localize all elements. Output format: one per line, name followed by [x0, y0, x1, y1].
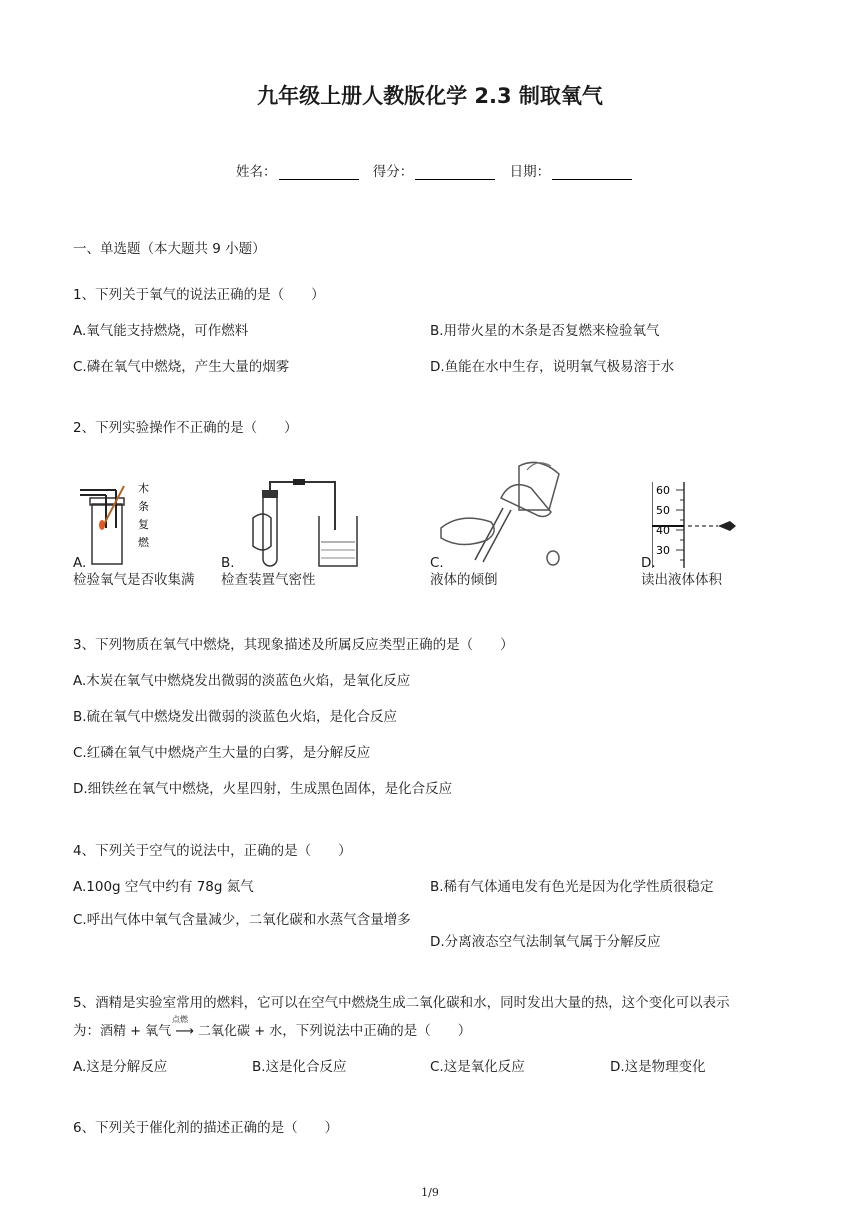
- section-header: 一、单选题（本大题共 9 小题）: [73, 241, 266, 257]
- q2-d-tick-50: 50: [656, 504, 670, 517]
- q1-option-d: D.鱼能在水中生存，说明氧气极易溶于水: [430, 359, 675, 375]
- q6-stem: 6、下列关于催化剂的描述正确的是（ ）: [73, 1120, 339, 1136]
- page-number: 1/9: [421, 1186, 439, 1199]
- q2-image-a: [80, 478, 160, 570]
- q3-option-a: A.木炭在氧气中燃烧发出微弱的淡蓝色火焰，是氧化反应: [73, 673, 411, 689]
- q3-option-b: B.硫在氧气中燃烧发出微弱的淡蓝色火焰，是化合反应: [73, 709, 398, 725]
- score-blank[interactable]: [415, 165, 495, 180]
- q2-image-c: [435, 458, 575, 570]
- q4-option-a: A.100g 空气中约有 78g 氮气: [73, 879, 254, 895]
- info-line: [236, 160, 632, 180]
- q2-caption-c: 液体的倾倒: [430, 572, 498, 588]
- name-label: 姓名：: [236, 164, 277, 180]
- q4-option-b: B.稀有气体通电发有色光是因为化学性质很稳定: [430, 879, 714, 895]
- q2-image-b: [243, 478, 368, 570]
- q3-option-c: C.红磷在氧气中燃烧产生大量的白雾，是分解反应: [73, 745, 371, 761]
- q2-letter-a: A.: [73, 555, 87, 571]
- date-blank[interactable]: [552, 165, 632, 180]
- q2-letter-c: C.: [430, 555, 444, 571]
- q2-image-d: [652, 480, 742, 570]
- q4-option-d: D.分离液态空气法制氧气属于分解反应: [430, 934, 661, 950]
- q1-option-a: A.氧气能支持燃烧，可作燃料: [73, 323, 249, 339]
- q5-condition: 点燃: [172, 1015, 188, 1024]
- q2-a-text-2: 条: [138, 500, 149, 513]
- q2-d-tick-40: 40: [656, 524, 670, 537]
- q3-option-d: D.细铁丝在氧气中燃烧，火星四射，生成黑色固体，是化合反应: [73, 781, 453, 797]
- q2-stem: 2、下列实验操作不正确的是（ ）: [73, 420, 298, 436]
- q4-stem: 4、下列关于空气的说法中，正确的是（ ）: [73, 843, 352, 859]
- q5-option-a: A.这是分解反应: [73, 1059, 168, 1075]
- q5-stem-prefix: 为：: [73, 1023, 100, 1039]
- q1-stem: 1、下列关于氧气的说法正确的是（ ）: [73, 287, 325, 303]
- date-label: 日期：: [509, 164, 551, 180]
- q5-stem-line1: 5、酒精是实验室常用的燃料，它可以在空气中燃烧生成二氧化碳和水，同时发出大量的热，这个变化可以表示: [73, 995, 730, 1011]
- q2-d-tick-60: 60: [656, 484, 670, 497]
- q5-option-b: B.这是化合反应: [252, 1059, 347, 1075]
- q1-option-b: B.用带火星的木条是否复燃来检验氧气: [430, 323, 660, 339]
- q4-option-c: C.呼出气体中氧气含量减少，二氧化碳和水蒸气含量增多: [73, 912, 411, 928]
- q2-caption-b: 检查装置气密性: [221, 572, 316, 588]
- q3-stem: 3、下列物质在氧气中燃烧，其现象描述及所属反应类型正确的是（ ）: [73, 637, 514, 653]
- page-title: 九年级上册人教版化学 2.3 制取氧气: [257, 84, 603, 108]
- q5-option-d: D.这是物理变化: [610, 1059, 706, 1075]
- q2-a-text-1: 木: [138, 482, 149, 495]
- q1-option-c: C.磷在氧气中燃烧，产生大量的烟雾: [73, 359, 290, 375]
- q5-formula-text: 酒精 + 氧气 ⟶ 二氧化碳 + 水: [100, 1024, 283, 1039]
- q5-stem-line2: [73, 1015, 472, 1039]
- score-label: 得分：: [372, 164, 414, 180]
- q5-option-c: C.这是氧化反应: [430, 1059, 525, 1075]
- q5-formula: [100, 1015, 283, 1039]
- q2-d-tick-30: 30: [656, 544, 670, 557]
- q2-letter-b: B.: [221, 555, 235, 571]
- q2-caption-d: 读出液体体积: [641, 572, 722, 588]
- q5-stem-suffix: ，下列说法中正确的是（ ）: [282, 1023, 472, 1039]
- q2-caption-a: 检验氧气是否收集满: [73, 572, 195, 588]
- q2-letter-d: D.: [641, 555, 656, 571]
- q2-a-text-4: 燃: [138, 536, 149, 549]
- name-blank[interactable]: [279, 165, 359, 180]
- q2-a-text-3: 复: [138, 518, 149, 531]
